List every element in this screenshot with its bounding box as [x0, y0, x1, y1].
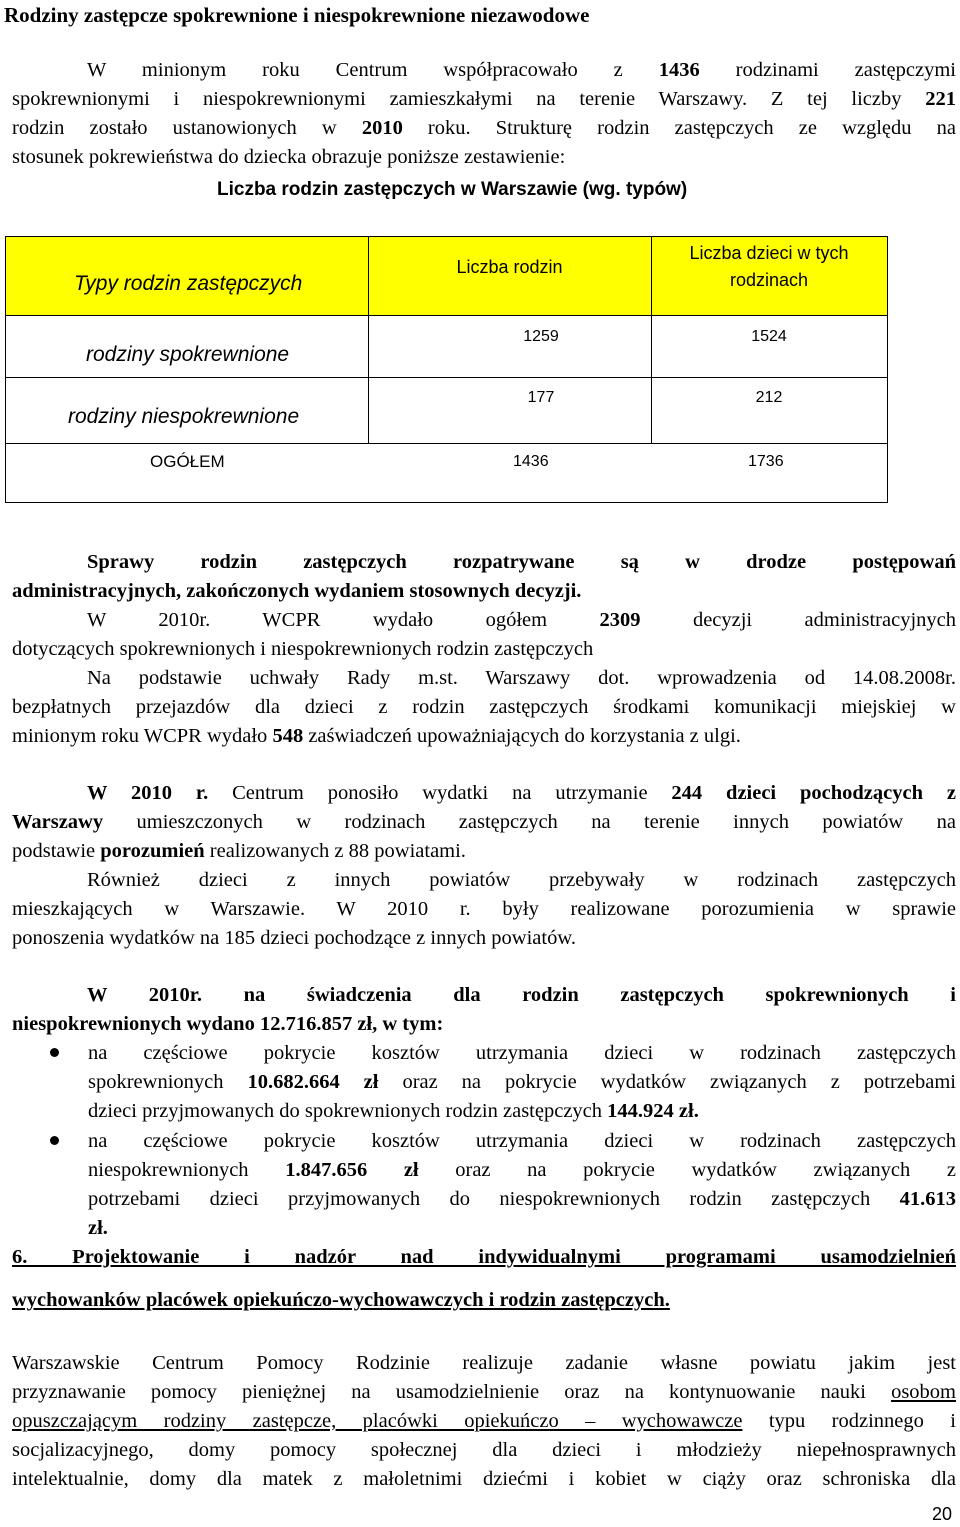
- wydatki-line-4: Również dzieci z innych powiatów przebywały w rodzinach zastępczych: [87, 869, 956, 891]
- foster-family-table: [5, 236, 888, 503]
- wcpr-line-1: Warszawskie Centrum Pomocy Rodzinie realizuje zadanie własne powiatu jakim jest: [12, 1352, 956, 1374]
- intro-line-1: W minionym roku Centrum współpracowało z 1436 rodzinami zastępczymi: [87, 59, 956, 81]
- wcpr-line-5: intelektualnie, domy dla matek z małoletnimi dziećmi i kobiet w ciąży oraz schroniska dla: [12, 1468, 956, 1490]
- sprawy-line-5: Na podstawie uchwały Rady m.st. Warszawy dot. wprowadzenia od 14.08.2008r.: [87, 667, 956, 689]
- bullet-icon: [50, 1136, 59, 1145]
- intro-line-2: spokrewnionymi i niespokrewnionymi zamieszkałymi na terenie Warszawy. Z tej liczby 221: [12, 88, 957, 110]
- sprawy-line-2: administracyjnych, zakończonych wydaniem stosownych decyzji.: [12, 580, 582, 602]
- swiadczenia-line-1: W 2010r. na świadczenia dla rodzin zastępczych spokrewnionych i: [87, 984, 956, 1006]
- section6-heading-line-2: wychowanków placówek opiekuńczo-wychowawczych i rodzin zastępczych.: [12, 1289, 670, 1311]
- wcpr-line-2: przyznawanie pomocy pieniężnej na usamodzielnienie oraz na kontynuowanie nauki osobom: [12, 1381, 956, 1403]
- bullet1-line-2: spokrewnionych 10.682.664 zł oraz na pokrycie wydatków związanych z potrzebami: [88, 1071, 956, 1093]
- row-families-niespokrewnione: 177: [527, 389, 555, 406]
- header-children: Liczba dzieci w tych rodzinach: [689, 243, 849, 290]
- wydatki-line-6: ponoszenia wydatków na 185 dzieci pochodzące z innych powiatów.: [12, 927, 576, 949]
- row-type-niespokrewnione: rodziny niespokrewnione: [68, 405, 300, 428]
- wcpr-line-4: socjalizacyjnego, domy pomocy społecznej dla dzieci i młodzieży niepełnosprawnych: [12, 1439, 956, 1461]
- page-number: 20: [932, 1504, 953, 1524]
- section-heading: Rodziny zastępcze spokrewnione i niespokrewnione niezawodowe: [4, 3, 590, 27]
- total-children: 1736: [748, 453, 784, 470]
- row-children-niespokrewnione: 212: [755, 389, 783, 406]
- swiadczenia-line-2: niespokrewnionych wydano 12.716.857 zł, w tym:: [12, 1013, 444, 1035]
- wydatki-line-2: Warszawy umieszczonych w rodzinach zastępczych na terenie innych powiatów na: [12, 811, 956, 833]
- intro-line-4: stosunek pokrewieństwa do dziecka obrazuje poniższe zestawienie:: [12, 146, 566, 168]
- bullet2-line-4: zł.: [88, 1217, 108, 1239]
- table-caption: Liczba rodzin zastępczych w Warszawie (wg. typów): [217, 179, 688, 200]
- total-label: OGÓŁEM: [150, 452, 225, 471]
- bullet-icon: [50, 1048, 59, 1057]
- row-families-spokrewnione: 1259: [523, 328, 559, 345]
- row-children-spokrewnione: 1524: [751, 328, 787, 345]
- sprawy-line-4: dotyczących spokrewnionych i niespokrewnionych rodzin zastępczych: [12, 638, 594, 660]
- total-families: 1436: [513, 453, 549, 470]
- bullet1-line-3: dzieci przyjmowanych do spokrewnionych rodzin zastępczych 144.924 zł.: [88, 1100, 699, 1122]
- header-families: Liczba rodzin: [456, 257, 563, 277]
- bullet2-line-1: na częściowe pokrycie kosztów utrzymania dzieci w rodzinach zastępczych: [88, 1130, 956, 1152]
- sprawy-line-6: bezpłatnych przejazdów dla dzieci z rodzin zastępczych środkami komunikacji miejskiej w: [12, 696, 956, 718]
- wydatki-line-5: mieszkających w Warszawie. W 2010 r. były realizowane porozumienia w sprawie: [12, 898, 956, 920]
- bullet2-line-3: potrzebami dzieci przyjmowanych do niespokrewnionych rodzin zastępczych 41.613: [88, 1188, 956, 1210]
- bullet1-line-1: na częściowe pokrycie kosztów utrzymania dzieci w rodzinach zastępczych: [88, 1042, 956, 1064]
- wydatki-line-1: W 2010 r. Centrum ponosiło wydatki na utrzymanie 244 dzieci pochodzących z: [87, 782, 956, 804]
- sprawy-line-7: minionym roku WCPR wydało 548 zaświadczeń upoważniających do korzystania z ulgi.: [12, 725, 741, 747]
- intro-line-3: rodzin zostało ustanowionych w 2010 roku. Strukturę rodzin zastępczych ze względu na: [12, 117, 956, 139]
- section6-heading-line-1: 6. Projektowanie i nadzór nad indywidualnymi programami usamodzielnień: [12, 1246, 956, 1268]
- sprawy-line-3: W 2010r. WCPR wydało ogółem 2309 decyzji administracyjnych: [87, 609, 956, 631]
- bullet2-line-2: niespokrewnionych 1.847.656 zł oraz na pokrycie wydatków związanych z: [88, 1159, 957, 1181]
- row-type-spokrewnione: rodziny spokrewnione: [86, 343, 290, 366]
- wydatki-line-3: podstawie porozumień realizowanych z 88 powiatami.: [12, 840, 466, 862]
- wcpr-line-3: opuszczającym rodziny zastępcze, placówki opiekuńczo – wychowawcze typu rodzinnego i: [12, 1410, 956, 1432]
- header-types: Typy rodzin zastępczych: [74, 272, 303, 295]
- sprawy-line-1: Sprawy rodzin zastępczych rozpatrywane są w drodze postępowań: [87, 551, 956, 573]
